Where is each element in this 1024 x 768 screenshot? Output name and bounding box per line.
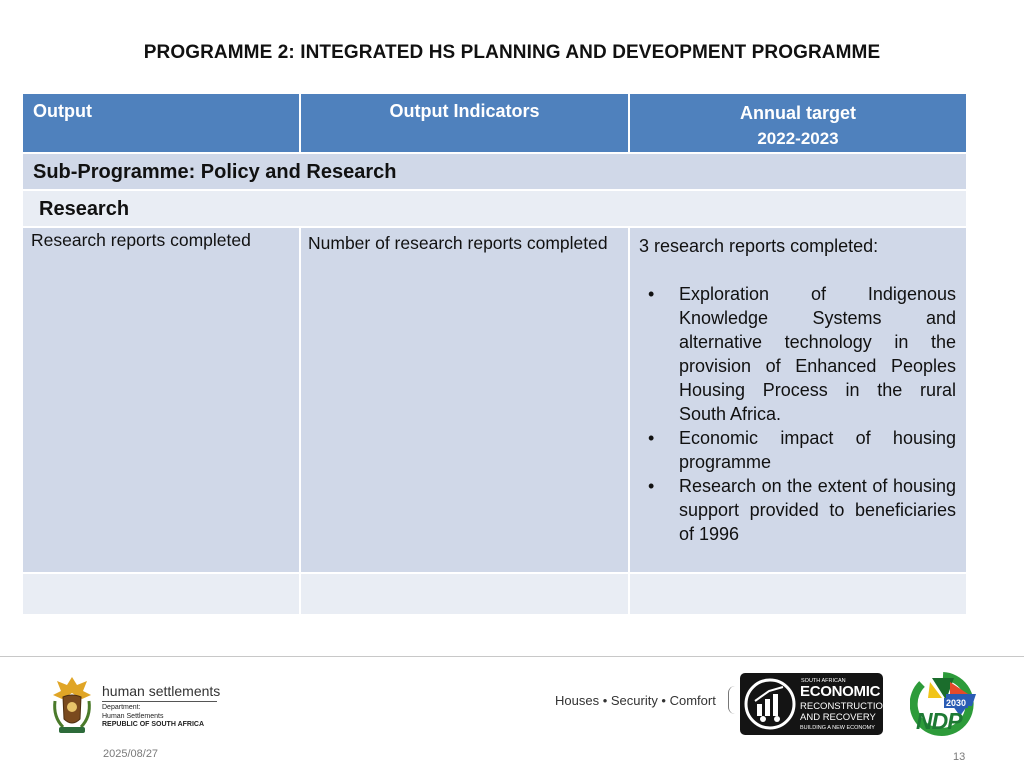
list-item: [639, 474, 956, 546]
empty-cell: [630, 574, 966, 614]
dept-line-1: Department:: [102, 704, 141, 711]
err-title: ECONOMIC: [800, 683, 881, 700]
header-annual-target-year: 2022-2023: [757, 129, 839, 148]
header-annual-target: [630, 94, 966, 152]
economic-recovery-icon: [743, 677, 797, 731]
page-title: PROGRAMME 2: INTEGRATED HS PLANNING AND DEVEOPMENT PROGRAMME: [143, 42, 881, 63]
list-item: [639, 426, 956, 474]
section-row: [23, 191, 966, 226]
err-badge: [740, 673, 890, 735]
header-annual-target-line1: Annual target: [739, 103, 856, 123]
section-label: Research: [39, 198, 130, 220]
list-item: [639, 282, 956, 426]
coat-of-arms-ribbon: [59, 727, 85, 733]
page-number: 13: [953, 751, 966, 763]
dept-line-3: REPUBLIC OF SOUTH AFRICA: [102, 721, 205, 728]
row-output: Research reports completed: [23, 228, 299, 572]
table-empty-row: [23, 574, 966, 614]
target-item-text: Exploration of Indigenous Knowledge Systems and alternative technology in the provision of Enhanced Peoples Housing Process in the rural South Africa.: [679, 284, 956, 424]
header-output: Output: [23, 94, 299, 152]
target-list: [639, 282, 956, 546]
dept-subtitle: [102, 704, 204, 730]
slogan-bracket: [728, 686, 735, 714]
dept-name: human settlements: [102, 683, 221, 699]
err-bottom-label: BUILDING A NEW ECONOMY: [800, 725, 875, 731]
coat-of-arms-emblem: [67, 702, 77, 712]
ndp-wordmark: NDP: [916, 708, 962, 734]
ndp-year: 2030: [946, 698, 967, 708]
bullet-icon: •: [648, 284, 655, 304]
row-indicator: Number of research reports completed: [301, 228, 628, 572]
table-header-row: [23, 94, 966, 152]
subprogramme-label: Sub-Programme: Policy and Research: [33, 161, 397, 183]
dept-line-2: Human Settlements: [102, 712, 164, 720]
header-output-indicators: Output Indicators: [301, 94, 628, 152]
bullet-icon: •: [648, 428, 655, 448]
dept-underline: [102, 701, 217, 702]
target-item-text: Economic impact of housing programme: [679, 428, 956, 472]
slogan: Houses • Security • Comfort: [555, 693, 716, 708]
empty-cell: [301, 574, 628, 614]
subprogramme-row: [23, 154, 966, 189]
err-line-2: RECONSTRUCTION: [800, 701, 890, 712]
row-annual-target: [630, 228, 966, 572]
bullet-icon: •: [648, 476, 655, 496]
footer-date: 2025/08/27: [103, 748, 159, 760]
empty-cell: [23, 574, 299, 614]
target-item-text: Research on the extent of housing support provided to beneficiaries of 1996: [679, 476, 956, 544]
err-top-label: SOUTH AFRICAN: [801, 678, 846, 684]
coat-of-arms-icon: [49, 673, 95, 737]
err-line-3: AND RECOVERY: [800, 712, 876, 723]
footer-divider: [0, 656, 1024, 657]
target-intro: 3 research reports completed:: [639, 236, 879, 256]
table-row: [23, 228, 966, 572]
